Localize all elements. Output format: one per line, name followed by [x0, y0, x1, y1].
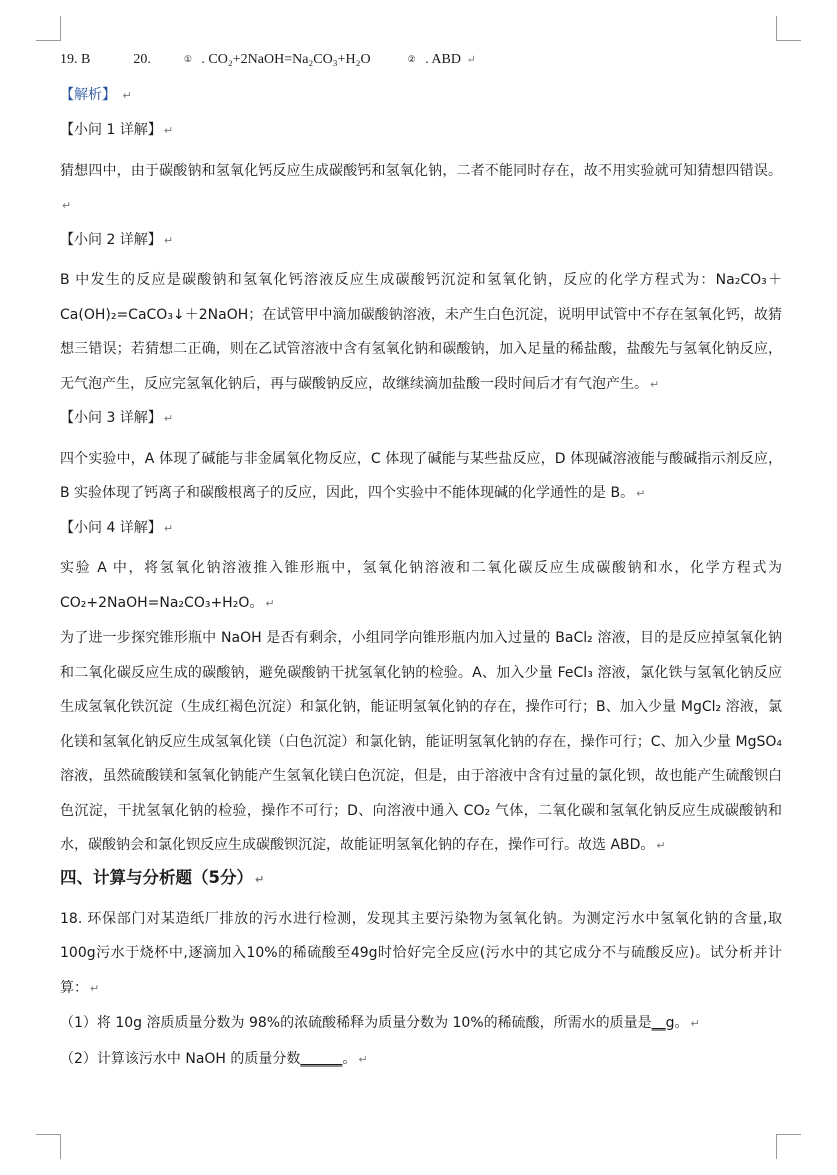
answer-19: 19. B	[60, 52, 91, 67]
section-1-paragraph: 猜想四中，由于碳酸钠和氢氧化钙反应生成碳酸钙和氢氧化钠，二者不能同时存在，故不用实验就可知猜想四错误。↵	[60, 162, 782, 212]
paragraph-mark: ↵	[466, 54, 476, 66]
answer-20-part1-marker: ①	[183, 54, 192, 64]
analysis-label: 【解析】	[60, 86, 116, 103]
section-3-title: 【小问 3 详解】 ↵	[60, 410, 174, 426]
question-18-part-1: （1）将 10g 溶质质量分数为 98%的浓硫酸稀释为质量分数为 10%的稀硫酸，所需水的质量是__g。 ↵	[60, 1015, 700, 1031]
paragraph-mark: ↵	[122, 88, 132, 102]
crop-mark-top-left	[36, 16, 61, 41]
answer-line	[60, 47, 782, 72]
section-4-title: 【小问 4 详解】 ↵	[60, 519, 174, 536]
answer-blank-2[interactable]: ______	[300, 1050, 343, 1067]
section-4-paragraph-1: 实验 A 中，将氢氧化钠溶液推入锥形瓶中，氢氧化钠溶液和二氧化碳反应生成碳酸钠和水，化学方程式为CO₂+2NaOH=Na₂CO₃+H₂O。 ↵	[60, 560, 782, 611]
crop-mark-top-right	[776, 16, 801, 41]
section-3-paragraph: 四个实验中，A 体现了碱能与非金属氧化物反应，C 体现了碱能与某些盐反应，D 体现碱溶液能与酸碱指示剂反应，B 实验体现了钙离子和碳酸根离子的反应，因此，四个实验中不能体现碱的化学通性的是 B。 ↵	[60, 450, 782, 501]
answer-20-part2-marker: ②	[407, 54, 416, 64]
section-1-title: 【小问 1 详解】 ↵	[60, 122, 174, 138]
section-2-title: 【小问 2 详解】 ↵	[60, 231, 174, 248]
section-2-paragraph: B 中发生的反应是碳酸钠和氢氧化钙溶液反应生成碳酸钙沉淀和氢氧化钠，反应的化学方程式为：Na₂CO₃＋Ca(OH)₂=CaCO₃↓＋2NaOH；在试管甲中滴加碳酸钠溶液，未产生白色沉淀，说明甲试管中不存在氢氧化钙，故猜想三错误；若猜想二正确，则在乙试管溶液中含有氢氧化钠和碳酸钠，加入足量的稀盐酸，盐酸先与氢氧化钠反应，无气泡产生，反应完氢氧化钠后，再与碳酸钠反应，故继续滴加盐酸一段时间后才有气泡产生。 ↵	[60, 272, 782, 392]
answer-20-part2: . ABD	[425, 52, 461, 67]
document-body	[60, 47, 782, 1077]
answer-blank-1[interactable]: __	[651, 1015, 666, 1031]
answer-20-part1: . CO₂+2NaOH=Na₂CO₃+H₂O	[201, 52, 371, 67]
section-4-paragraph-2: 为了进一步探究锥形瓶中 NaOH 是否有剩余，小组同学向锥形瓶内加入过量的 BaCl₂ 溶液，目的是反应掉氢氧化钠和二氧化碳反应生成的碳酸钠，避免碳酸钠干扰氢氧化钠的检验。A、加入少量 FeCl₃ 溶液，氯化铁与氢氧化钠反应生成氢氧化铁沉淀（生成红褐色沉淀）和氯化钠，能证明氢氧化钠的存在，操作可行；B、加入少量 MgCl₂ 溶液，氯化镁和氢氧化钠反应生成氢氧化镁（白色沉淀）和氯化钠，能证明氢氧化钠的存在，操作可行；C、加入少量 MgSO₄ 溶液，虽然硫酸镁和氢氧化钠能产生氢氧化镁白色沉淀，但是，由于溶液中含有过量的氯化钡，故也能产生硫酸钡白色沉淀，干扰氢氧化钠的检验，操作不可行；D、向溶液中通入 CO₂ 气体，二氧化碳和氢氧化钠反应生成碳酸钠和水，碳酸钠会和氯化钡反应生成碳酸钡沉淀，故能证明氢氧化钠的存在，操作可行。故选 ABD。 ↵	[60, 630, 782, 853]
question-18-part-2: （2）计算该污水中 NaOH 的质量分数______。 ↵	[60, 1050, 368, 1067]
part-4-heading: 四、计算与分析题（5分） ↵	[60, 867, 265, 887]
answer-20-label: 20.	[133, 52, 151, 67]
analysis-label-line	[60, 83, 782, 108]
question-18-stem: 18. 环保部门对某造纸厂排放的污水进行检测，发现其主要污染物为氢氧化钠。为测定污水中氢氧化钠的含量,取100g污水于烧杯中,逐滴加入10%的稀硫酸至49g时恰好完全反应(污水中的其它成分不与硫酸反应)。试分析并计算： ↵	[60, 910, 782, 996]
crop-mark-bottom-right	[776, 1134, 801, 1159]
crop-mark-bottom-left	[36, 1134, 61, 1159]
